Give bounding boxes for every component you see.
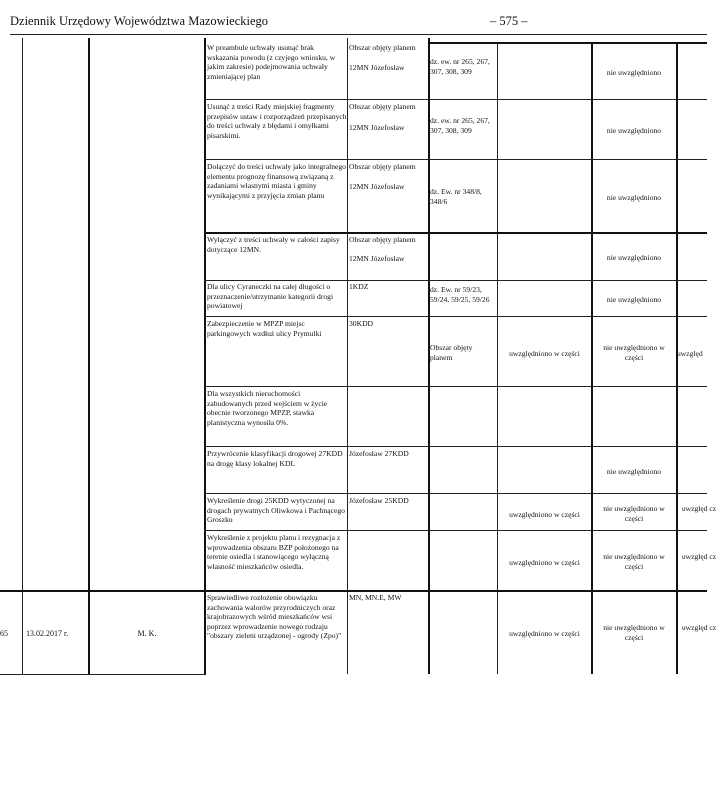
area-text: Obszar objęty planem [349,102,416,111]
status-text: uwzględ cz [681,504,717,513]
status-text: nie uwzględniono [606,295,662,304]
status-text: uwzględniono w części [509,629,580,638]
status-text: uwzględ cz [681,552,717,561]
grid-line [204,316,707,317]
area-text: Józefosław 27KDD [349,449,409,458]
grid-line [0,674,206,675]
grid-line [204,280,707,281]
status-text: uwzględniono w części [509,349,580,358]
request-text: Wyłączyć z treści uchwały w całości zapisy dotyczące 12MN. [207,235,340,254]
grid-line [204,530,707,531]
grid-line [204,493,707,494]
area-text: 12MN Józefosław [349,182,405,191]
grid-line [0,590,707,592]
request-text: Wykreślenie drogi 25KDD wytyczonej na drogach prywatnych Oliwkowa i Pachnącego Groszku [207,496,345,525]
status-text: uwzględ [677,349,703,358]
parcel-text: dz. Ew. nr 59/23, 59/24, 59/25, 59/26 [430,285,490,304]
status-text: uwzględ cz [681,623,717,632]
row-date: 13.02.2017 r. [26,629,69,638]
header-rule [10,34,707,35]
area-text: 1KDZ [349,282,369,291]
parcel-text: dz. Ew. nr 348/8, 348/6 [430,187,482,206]
grid-line [88,38,90,674]
request-text: Dołączyć do treści uchwały jako integralnego elementu prognozę finansową związaną z zadaniami własnymi miasta i gminy wynikającymi z przyjęcia zmian planu [207,162,346,200]
status-text: nie uwzględniono [606,126,662,135]
area-text: 30KDD [349,319,374,328]
status-text: nie uwzględniono [606,193,662,202]
grid-line [204,38,206,674]
request-text: Dla ulicy Cyraneczki na całej długości o przeznaczenie/utrzymanie kategorii drogi powiatowej [207,282,334,311]
page-number: – 575 – [490,14,528,28]
area-text: Obszar objęty planem [349,162,416,171]
status-text: nie uwzględniono w części [603,343,665,362]
area-text: 12MN Józefosław [349,63,405,72]
status-text: nie uwzględniono w części [603,623,665,642]
grid-line [204,99,707,100]
grid-line [204,386,707,387]
area-text: 12MN Józefosław [349,123,405,132]
request-text: Dla wszystkich nieruchomości zabudowanych przed wejściem w życie obecnie tworzonego MPZP, stawka planistyczna wynosiła 0%. [207,389,328,427]
area-text: Obszar objęty planem [349,235,416,244]
parcel-text: dz. ew. nr 265, 267, 307, 308, 309 [430,57,490,76]
status-text: nie uwzględniono [606,467,662,476]
request-text: Sprawiedliwe rozłożenie obowiązku zachowania walorów przyrodniczych oraz krajobrazowych wśród mieszkańców wsi poprzez wprowadzenie nowego rodzaju "obszary zieleni urządzonej - ogrody (Zpo)" [207,593,342,641]
status-text: nie uwzględniono w części [603,504,665,523]
area-text: MN, MN.E, MW [349,593,402,602]
request-text: Wykreślenie z projektu planu i rezygnacja z wprowadzenia obszaru BZP położonego na terenie osiedla i stanowiącego wyłączną własność mieszkańców osiedla. [207,533,341,571]
area-text: Obszar objęty planem [349,43,416,52]
row-number: 65 [0,629,8,638]
status-text: nie uwzględniono [606,253,662,262]
status-text: nie uwzględniono [606,68,662,77]
journal-title: Dziennik Urzędowy Województwa Mazowieckiego [10,14,269,28]
request-text: Usunąć z treści Rady miejskiej fragmenty przepisów ustaw i rozporządzeń przepisanych do treści uchwały z błędami i omyłkami pisarskimi. [207,102,347,140]
grid-line [428,42,707,44]
request-text: W preambule uchwały usunąć brak wskazania powodu (z czyjego wniosku, w jakim zakresie) podejmowania uchwały zmieniającej plan [207,43,336,81]
grid-line [347,38,348,674]
request-text: Zabezpieczenie w MPZP miejsc parkingowych wzdłuż ulicy Prymulki [207,319,322,338]
grid-line [204,159,707,160]
status-text: uwzględniono w części [509,510,580,519]
row-author: M. K. [137,629,157,638]
grid-line [22,38,23,674]
status-text: uwzględniono w części [509,558,580,567]
request-text: Przywrócenie klasyfikacji drogowej 27KDD na drogę klasy lokalnej KDL [207,449,343,468]
area-text: 12MN Józefosław [349,254,405,263]
status-text: nie uwzględniono w części [603,552,665,571]
grid-line [204,232,707,234]
area-text: Józefosław 25KDD [349,496,409,505]
parcel-text: dz. ew. nr 265, 267, 307, 308, 309 [430,116,490,135]
grid-line [204,446,707,447]
parcel-text: Obszar objęty planem [430,343,473,362]
